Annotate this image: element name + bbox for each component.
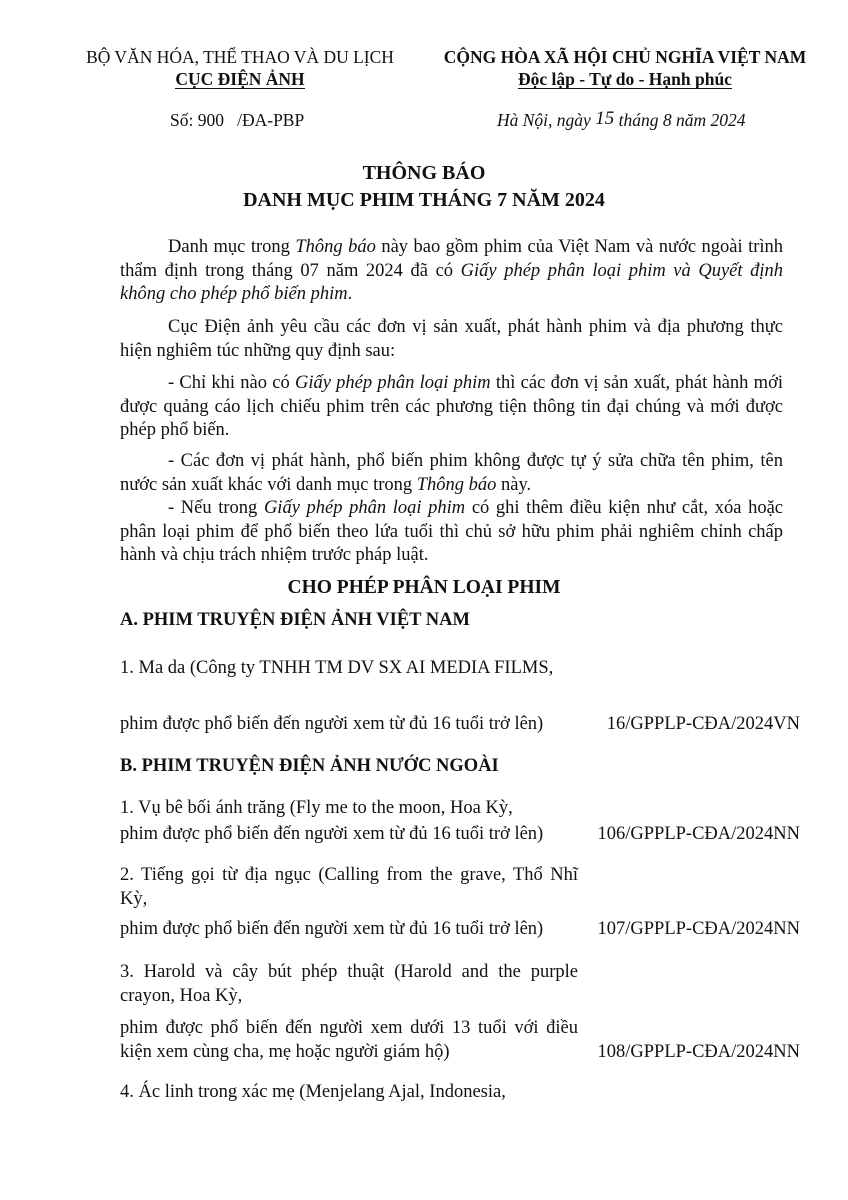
p5-text-c: có ghi thêm điều kiện như cắt, xóa hoặc phân loại phim để phổ biến theo lứa tuổi thì chủ sở hữu phim phải nghiêm chỉnh chấp hành và chịu trách nhiệm trước pháp luật. [120, 498, 784, 565]
p3-text-b: Giấy phép phân loại phim [294, 373, 491, 393]
intro-paragraph-2 [120, 316, 783, 363]
document-number-suffix: /ĐA-PBP [237, 110, 305, 130]
film-b2-license: 107/GPPLP-CĐA/2024NN [597, 919, 800, 939]
p3-text-a: - Chỉ khi nào có [168, 373, 290, 393]
film-a1-row [120, 713, 800, 737]
national-motto: Độc lập - Tự do - Hạnh phúc [518, 69, 732, 89]
document-number [170, 110, 304, 131]
p1-text-c: này bao gồm phim của Việt Nam và nước ngoài trình thẩm định trong tháng 07 năm 2024 đã có [120, 237, 784, 281]
intro-paragraph-1 [120, 236, 783, 307]
film-b1-license: 106/GPPLP-CĐA/2024NN [597, 824, 800, 844]
film-b1-desc: phim được phổ biến đến người xem từ đủ 16 tuổi trở lên) [120, 824, 544, 844]
p1-text-a: Danh mục trong [168, 237, 290, 257]
p1-text-d: Giấy phép phân loại phim và Quyết định không cho phép phổ biến phim [120, 260, 784, 304]
document-number-label: Số: 900 [170, 110, 224, 130]
film-b2-title: 2. Tiếng gọi từ địa ngục (Calling from the grave, Thổ Nhĩ Kỳ, [120, 865, 578, 909]
p5-text-b: Giấy phép phân loại phim [263, 498, 466, 518]
film-a1-license: 16/GPPLP-CĐA/2024VN [606, 714, 800, 734]
notice-title: THÔNG BÁO [362, 162, 486, 184]
film-a1-title: 1. Ma da (Công ty TNHH TM DV SX AI MEDIA FILMS, [120, 658, 554, 678]
department-name-block [70, 68, 410, 90]
document-date [497, 110, 745, 132]
film-b3-title: 3. Harold và cây bút phép thuật (Harold and the purple crayon, Hoa Kỳ, [120, 962, 578, 1006]
p1-text-e: . [347, 284, 353, 304]
film-b1-title: 1. Vụ bê bối ánh trăng (Fly me to the moon, Hoa Kỳ, [120, 798, 513, 818]
film-a1-desc: phim được phổ biến đến người xem từ đủ 16 tuổi trở lên) [120, 714, 544, 734]
film-b2-row [120, 918, 800, 942]
section-b-heading: B. PHIM TRUYỆN ĐIỆN ẢNH NƯỚC NGOÀI [120, 756, 499, 776]
p2-text: Cục Điện ảnh yêu cầu các đơn vị sản xuất, phát hành phim và địa phương thực hiện nghiêm túc những quy định sau: [120, 317, 783, 361]
film-b2-desc: phim được phổ biến đến người xem từ đủ 16 tuổi trở lên) [120, 919, 544, 939]
date-suffix: tháng 8 năm 2024 [618, 110, 746, 130]
section-heading-main: CHO PHÉP PHÂN LOẠI PHIM [287, 577, 561, 598]
film-b4-title: 4. Ác linh trong xác mẹ (Menjelang Ajal, Indonesia, [120, 1082, 506, 1102]
film-b3-desc: phim được phổ biến đến người xem dưới 13 tuổi với điều kiện xem cùng cha, mẹ hoặc người giám hộ) [120, 1018, 578, 1062]
notice-subtitle: DANH MỤC PHIM THÁNG 7 NĂM 2024 [243, 189, 605, 211]
p4-text-a: - Các đơn vị phát hành, phổ biến phim không được tự ý sửa chữa tên phim, tên nước sản xuất khác với danh mục trong [120, 451, 783, 495]
intro-paragraph-5 [120, 497, 783, 568]
intro-paragraph-4 [120, 450, 783, 497]
p5-text-a: - Nếu trong [168, 498, 258, 518]
date-prefix: Hà Nội, ngày [497, 110, 591, 130]
p3-text-c: thì các đơn vị sản xuất, phát hành mới được quảng cáo lịch chiếu phim trên các phương tiện thông tin đại chúng và mới được phép phổ biến. [120, 373, 783, 440]
section-a-heading: A. PHIM TRUYỆN ĐIỆN ẢNH VIỆT NAM [120, 610, 470, 630]
film-b3-row [120, 1017, 800, 1064]
p1-text-b: Thông báo [295, 237, 376, 257]
department-name: CỤC ĐIỆN ẢNH [175, 69, 305, 89]
date-day: 15 [595, 108, 615, 129]
intro-paragraph-3 [120, 372, 783, 443]
republic-name: CỘNG HÒA XÃ HỘI CHỦ NGHĨA VIỆT NAM [443, 47, 807, 67]
p4-text-b: Thông báo [416, 474, 497, 495]
film-b3-license: 108/GPPLP-CĐA/2024NN [597, 1041, 800, 1062]
motto-block [425, 68, 825, 90]
p4-text-c: này. [501, 474, 532, 495]
film-b1-row [120, 823, 800, 847]
ministry-name: BỘ VĂN HÓA, THỂ THAO VÀ DU LỊCH [86, 47, 394, 67]
